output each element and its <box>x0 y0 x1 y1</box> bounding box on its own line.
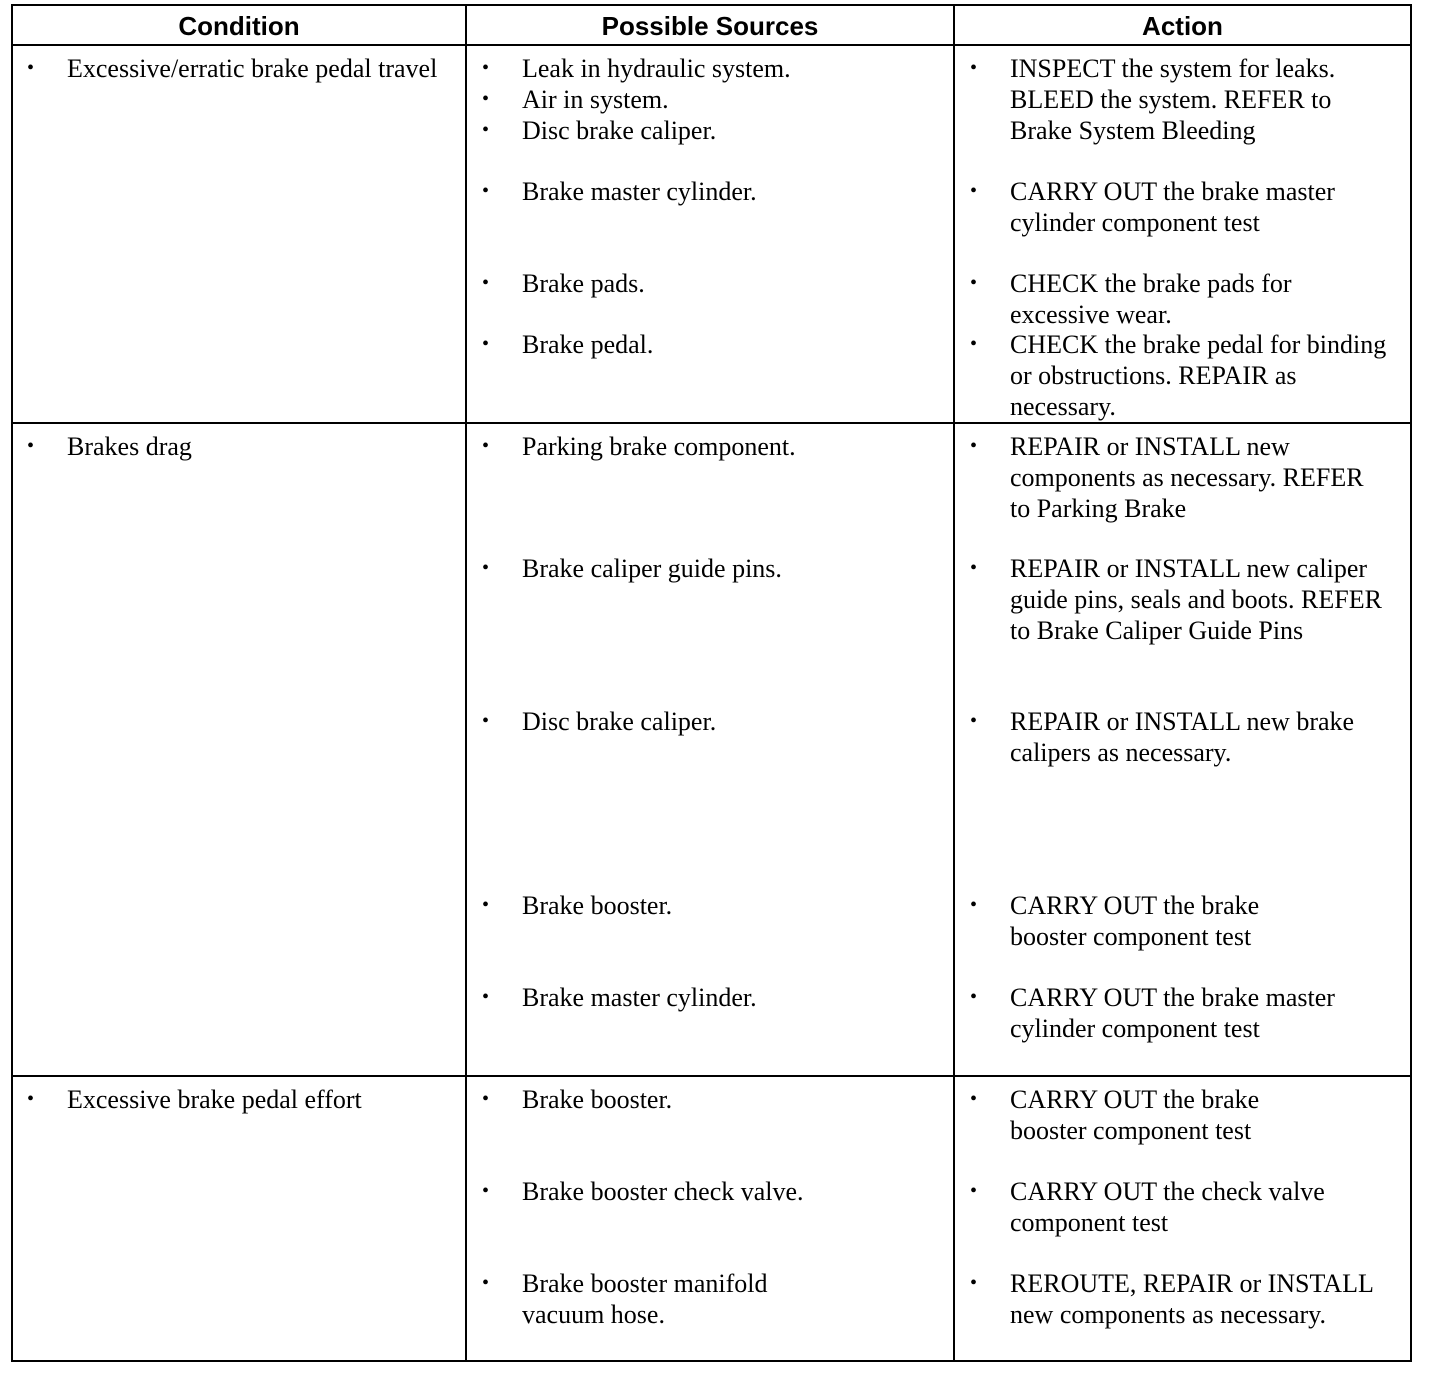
header-action: Action <box>1142 10 1223 41</box>
bullet: • <box>482 557 490 579</box>
action-item <box>970 176 1380 238</box>
bullet: • <box>482 710 490 732</box>
bullet: • <box>482 986 490 1008</box>
bullet: • <box>482 119 490 141</box>
bullet: • <box>970 1272 978 1294</box>
bullet: • <box>970 1180 978 1202</box>
source-text: Disc brake caliper. <box>522 116 717 145</box>
bullet: • <box>970 57 978 79</box>
action-item <box>970 53 1390 146</box>
source-text: Brake booster. <box>522 891 673 920</box>
source-text: Leak in hydraulic system. <box>522 54 791 83</box>
action-text: CHECK the brake pedal for binding or obstructions. REPAIR as necessary. <box>1010 330 1387 421</box>
source-item <box>482 1176 942 1207</box>
action-text: REROUTE, REPAIR or INSTALL new components as necessary. <box>1010 1269 1373 1329</box>
bullet: • <box>970 435 978 457</box>
bullet: • <box>482 180 490 202</box>
bullet: • <box>970 333 978 355</box>
header-possible-sources: Possible Sources <box>601 10 819 41</box>
bullet: • <box>970 272 978 294</box>
source-text: Brake pads. <box>522 269 645 298</box>
source-text: Brake booster manifold vacuum hose. <box>522 1269 768 1329</box>
action-text: REPAIR or INSTALL new caliper guide pins, seals and boots. REFER to Brake Caliper Guide Pins <box>1010 554 1382 645</box>
bullet: • <box>970 894 978 916</box>
column-divider <box>465 6 467 1360</box>
action-text: INSPECT the system for leaks. BLEED the system. REFER to Brake System Bleeding <box>1010 54 1336 145</box>
diagnosis-table <box>11 4 1412 1362</box>
action-text: CARRY OUT the brake booster component test <box>1010 891 1260 951</box>
condition-text: Excessive/erratic brake pedal travel <box>67 54 438 83</box>
action-item <box>970 1176 1340 1238</box>
source-item <box>482 431 942 462</box>
bullet: • <box>482 88 490 110</box>
source-text: Air in system. <box>522 85 669 114</box>
bullet: • <box>27 435 35 457</box>
bullet: • <box>482 57 490 79</box>
source-text: Brake master cylinder. <box>522 983 757 1012</box>
action-item <box>970 553 1390 646</box>
source-item <box>482 706 942 737</box>
condition-text: Brakes drag <box>67 432 192 461</box>
row-divider <box>13 1075 1410 1077</box>
bullet: • <box>482 1088 490 1110</box>
bullet: • <box>970 710 978 732</box>
action-item <box>970 982 1380 1044</box>
source-item <box>482 1084 942 1115</box>
source-item <box>482 176 942 207</box>
column-divider <box>953 6 955 1360</box>
action-text: REPAIR or INSTALL new brake calipers as necessary. <box>1010 707 1355 767</box>
source-text: Disc brake caliper. <box>522 707 717 736</box>
condition-cell <box>27 431 447 462</box>
condition-text: Excessive brake pedal effort <box>67 1085 362 1114</box>
source-item <box>482 1268 832 1330</box>
action-item <box>970 268 1390 330</box>
action-item <box>970 1084 1340 1146</box>
bullet: • <box>482 435 490 457</box>
source-item <box>482 268 942 299</box>
source-item <box>482 982 942 1013</box>
action-item <box>970 890 1340 952</box>
source-text: Brake booster. <box>522 1085 673 1114</box>
bullet: • <box>970 180 978 202</box>
source-item <box>482 553 942 584</box>
action-item <box>970 706 1390 768</box>
action-text: REPAIR or INSTALL new components as necessary. REFER to Parking Brake <box>1010 432 1364 523</box>
action-item <box>970 1268 1390 1330</box>
bullet: • <box>482 1180 490 1202</box>
source-text: Parking brake component. <box>522 432 796 461</box>
bullet: • <box>482 333 490 355</box>
bullet: • <box>970 557 978 579</box>
action-text: CARRY OUT the brake master cylinder component test <box>1010 983 1335 1043</box>
source-item <box>482 329 942 360</box>
action-item <box>970 329 1400 422</box>
condition-cell <box>27 53 447 84</box>
action-text: CARRY OUT the brake master cylinder component test <box>1010 177 1335 237</box>
bullet: • <box>970 1088 978 1110</box>
action-text: CARRY OUT the check valve component test <box>1010 1177 1325 1237</box>
source-text: Brake master cylinder. <box>522 177 757 206</box>
bullet: • <box>482 272 490 294</box>
source-item <box>482 115 942 146</box>
condition-cell <box>27 1084 457 1115</box>
header-condition: Condition <box>178 10 300 41</box>
row-divider <box>13 422 1410 424</box>
action-text: CARRY OUT the brake booster component test <box>1010 1085 1260 1145</box>
action-item <box>970 431 1380 524</box>
source-item <box>482 890 942 921</box>
action-text: CHECK the brake pads for excessive wear. <box>1010 269 1292 329</box>
bullet: • <box>27 1088 35 1110</box>
source-text: Brake pedal. <box>522 330 654 359</box>
source-item <box>482 53 942 84</box>
bullet: • <box>970 986 978 1008</box>
source-text: Brake caliper guide pins. <box>522 554 782 583</box>
bullet: • <box>482 894 490 916</box>
bullet: • <box>27 57 35 79</box>
source-item <box>482 84 942 115</box>
bullet: • <box>482 1272 490 1294</box>
source-text: Brake booster check valve. <box>522 1177 804 1206</box>
